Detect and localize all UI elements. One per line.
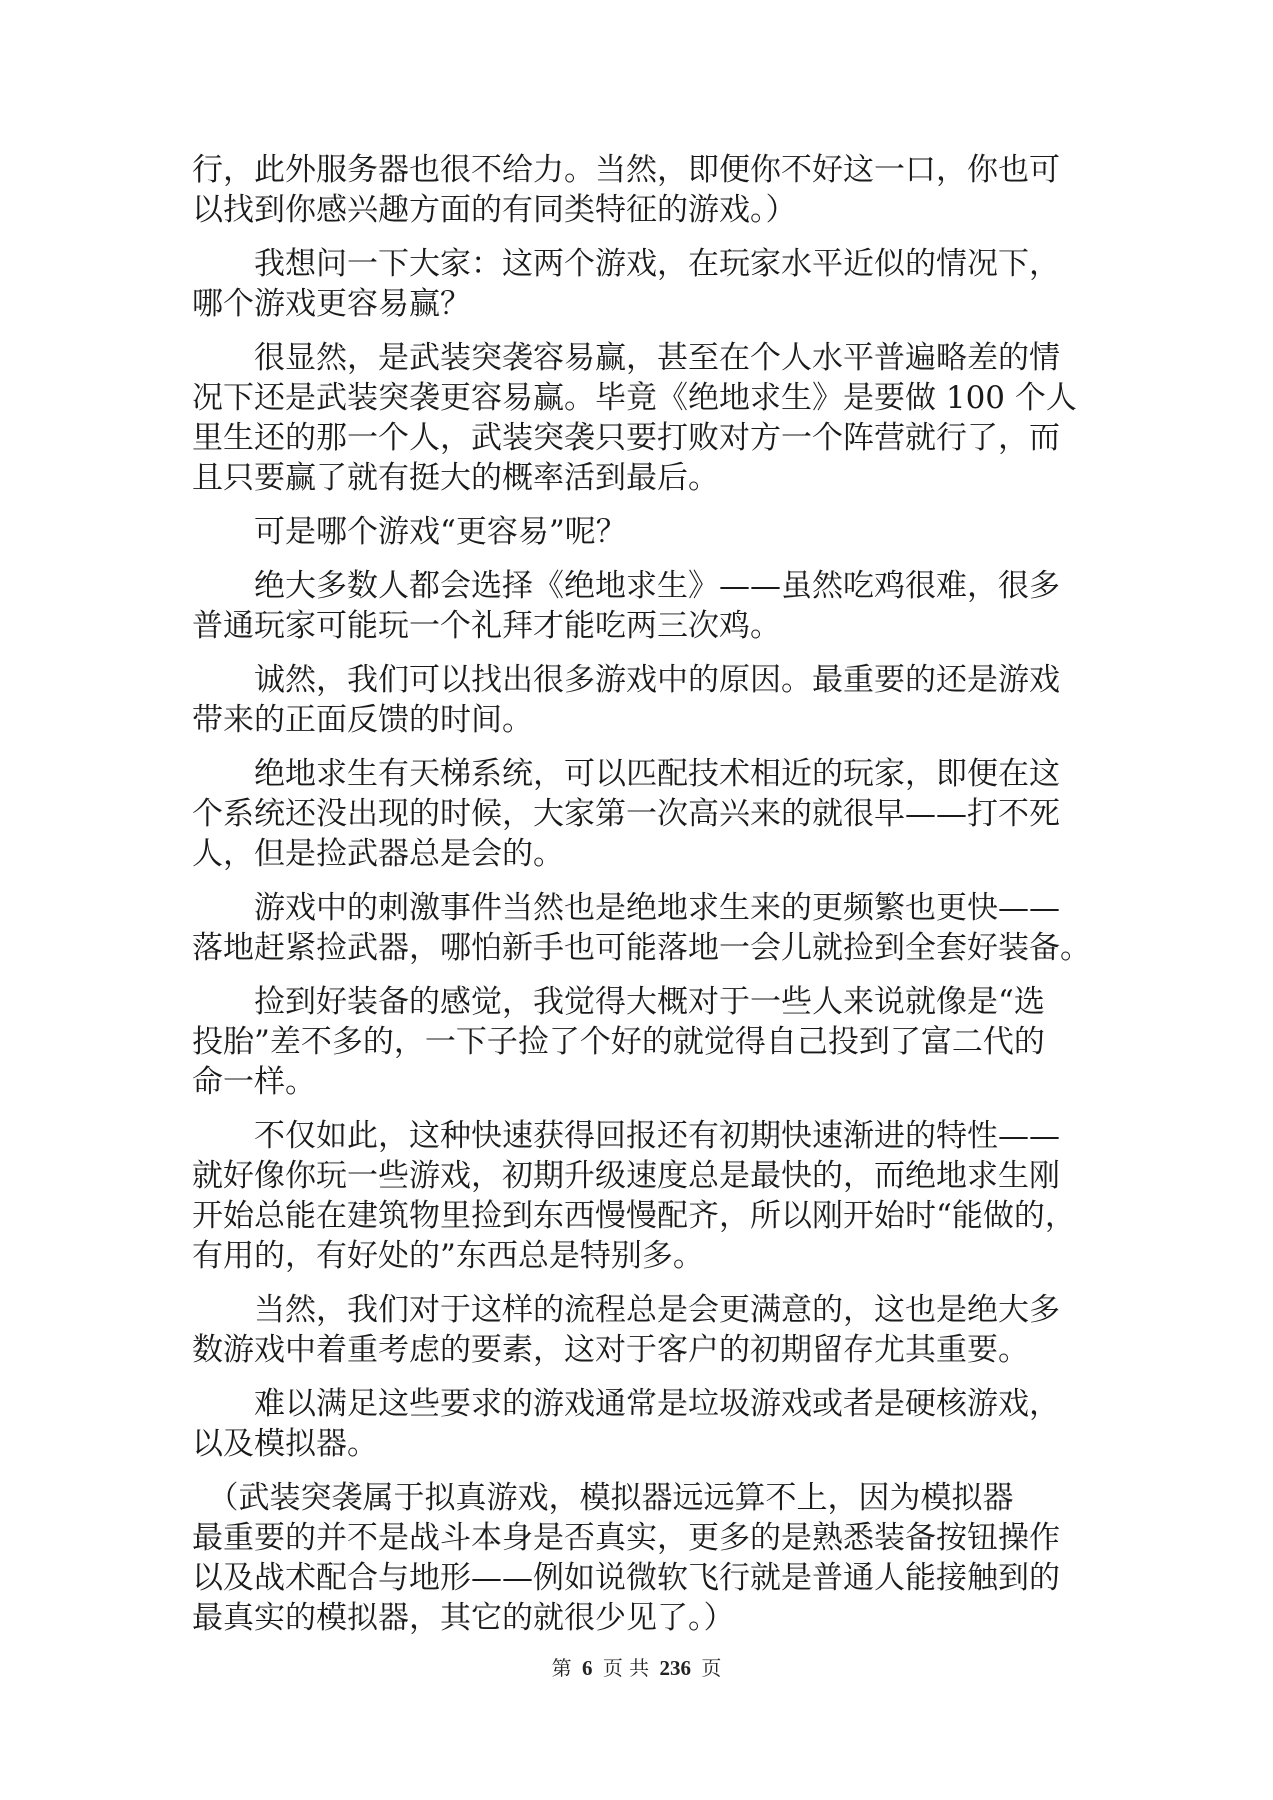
paragraph-8	[192, 888, 1091, 968]
text-line: 命一样。	[192, 1064, 316, 1100]
text-line: 落地赶紧捡武器，哪怕新手也可能落地一会儿就捡到全套好装备。	[192, 930, 1091, 966]
text-line: 有用的，有好处的”东西总是特别多。	[192, 1238, 704, 1274]
text-line: 绝大多数人都会选择《绝地求生》——虽然吃鸡很难，很多	[192, 568, 1060, 604]
page-number: 6	[581, 1656, 593, 1680]
text-line: 行，此外服务器也很不给力。当然，即便你不好这一口，你也可	[192, 152, 1060, 188]
text-line: 里生还的那一个人，武装突袭只要打败对方一个阵营就行了，而	[192, 420, 1060, 456]
text-line: 以及模拟器。	[192, 1426, 378, 1462]
page-footer	[0, 1655, 1273, 1681]
document-body	[192, 150, 1091, 1652]
paragraph-10	[192, 1116, 1084, 1276]
paragraph-2	[192, 244, 1084, 324]
text-line: 可是哪个游戏“更容易”呢？	[192, 514, 627, 550]
paragraph-6	[192, 660, 1084, 740]
paragraph-9	[192, 982, 1084, 1102]
text-line: 数游戏中着重考虑的要素，这对于客户的初期留存尤其重要。	[192, 1332, 1029, 1368]
text-line: 人，但是捡武器总是会的。	[192, 836, 564, 872]
text-line: 捡到好装备的感觉，我觉得大概对于一些人来说就像是“选	[192, 984, 1045, 1020]
footer-suffix: 页	[701, 1656, 722, 1680]
text-line: 个系统还没出现的时候，大家第一次高兴来的就很早——打不死	[192, 796, 1060, 832]
text-line: 游戏中的刺激事件当然也是绝地求生来的更频繁也更快——	[192, 890, 1060, 926]
text-line: 以及战术配合与地形——例如说微软飞行就是普通人能接触到的	[192, 1560, 1060, 1596]
text-line: 且只要赢了就有挺大的概率活到最后。	[192, 460, 719, 496]
text-line: 很显然，是武装突袭容易赢，甚至在个人水平普遍略差的情	[192, 340, 1060, 376]
text-line: 诚然，我们可以找出很多游戏中的原因。最重要的还是游戏	[192, 662, 1060, 698]
total-pages: 236	[659, 1656, 692, 1680]
text-line: 最真实的模拟器，其它的就很少见了。）	[192, 1600, 735, 1636]
paragraph-12	[192, 1384, 1084, 1464]
paragraph-5	[192, 566, 1084, 646]
paragraph-3	[192, 338, 1084, 498]
text-line: 投胎”差不多的，一下子捡了个好的就觉得自己投到了富二代的	[192, 1024, 1045, 1060]
text-line: 以找到你感兴趣方面的有同类特征的游戏。）	[192, 192, 797, 228]
footer-middle: 页 共	[602, 1656, 650, 1680]
paragraph-4	[192, 512, 1084, 552]
paragraph-1	[192, 150, 1084, 230]
text-line: 难以满足这些要求的游戏通常是垃圾游戏或者是硬核游戏，	[192, 1386, 1060, 1422]
text-line: 况下还是武装突袭更容易赢。毕竟《绝地求生》是要做 100 个人	[192, 380, 1077, 416]
text-line: 绝地求生有天梯系统，可以匹配技术相近的玩家，即便在这	[192, 756, 1060, 792]
text-line: 就好像你玩一些游戏，初期升级速度总是最快的，而绝地求生刚	[192, 1158, 1060, 1194]
paragraph-7	[192, 754, 1084, 874]
paragraph-11	[192, 1290, 1084, 1370]
text-line: 当然，我们对于这样的流程总是会更满意的，这也是绝大多	[192, 1292, 1060, 1328]
text-line: 带来的正面反馈的时间。	[192, 702, 533, 738]
text-line: 普通玩家可能玩一个礼拜才能吃两三次鸡。	[192, 608, 781, 644]
paragraph-13	[192, 1478, 1084, 1638]
text-line: 开始总能在建筑物里捡到东西慢慢配齐，所以刚开始时“能做的，	[192, 1198, 1076, 1234]
text-line: （武装突袭属于拟真游戏，模拟器远远算不上，因为模拟器	[192, 1480, 1014, 1516]
text-line: 不仅如此，这种快速获得回报还有初期快速渐进的特性——	[192, 1118, 1060, 1154]
text-line: 最重要的并不是战斗本身是否真实，更多的是熟悉装备按钮操作	[192, 1520, 1060, 1556]
text-line: 哪个游戏更容易赢？	[192, 286, 471, 322]
footer-prefix: 第	[551, 1656, 572, 1680]
text-line: 我想问一下大家：这两个游戏，在玩家水平近似的情况下，	[192, 246, 1060, 282]
